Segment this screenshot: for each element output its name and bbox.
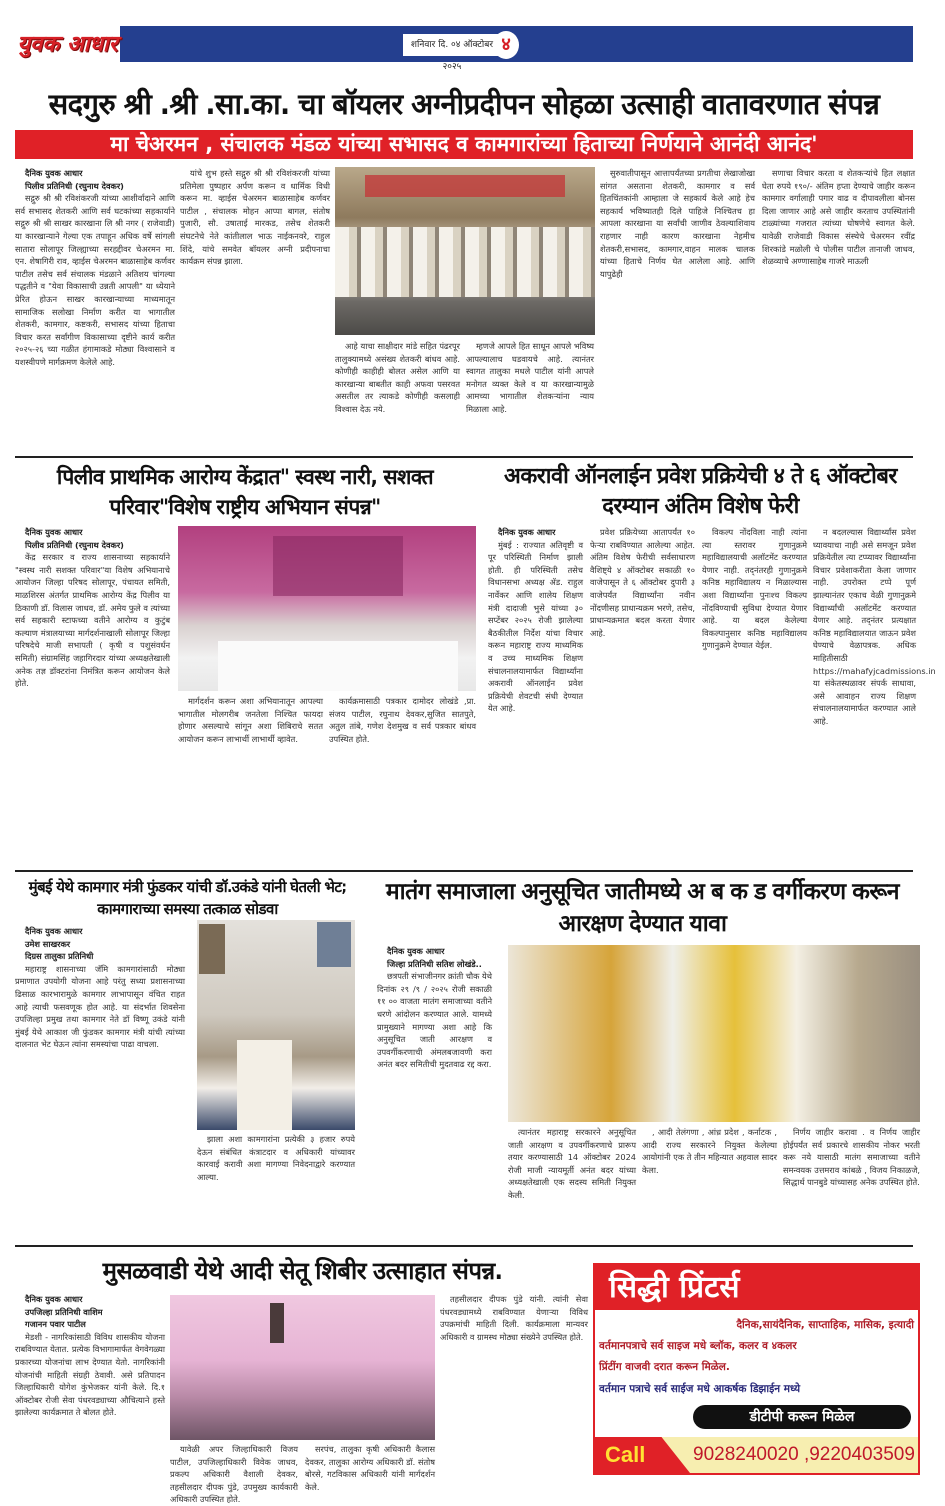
photo-boiler-ceremony [335, 167, 595, 335]
byline: उपजिल्हा प्रतिनिधी वाशिम [25, 1306, 103, 1317]
byline: दिग्रस तालुका प्रतिनिधी [25, 951, 94, 962]
article-column [15, 1293, 165, 1493]
article-text: झाला अशा कामगारांना प्रत्येकी ३ हजार रुपये देऊन संबंधित कंत्राटदार व अधिकारी यांच्यावर कारवाई करावी अशा मागण्या निवेदनाद्वारे करण्यात आल्या. [197, 1134, 355, 1182]
article-text: न बदलल्यास विद्यार्थ्यांस प्रवेश घ्यावयाचा नाही असे समजून प्रवेश प्रक्रियेतील त्या टप्प्यावर विद्यार्थ्यांना विचार प्रवेशाकरीता केला जाणार नाही. उपरोक्त टप्पे पूर्ण झाल्यानंतर एकाच वेळी गुणानुक्रमे विद्यार्थ्यांची अलॉटमेंट करण्यात येणार आहे. तद्नंतर प्रत्यक्षात कनिष्ठ महाविद्यालयात जाऊन प्रवेश घेण्याचे वेळापत्रक. अधिक माहितीसाठी https://mahafyjcadmissions.in या संकेतस्थळावर संपर्क साधावा, असे आवाहन राज्य शिक्षण संचालनालयामार्फत करण्यात आले आहे. [813, 527, 936, 726]
article-text: त्यानंतर महाराष्ट्र सरकारने अनुसूचित जाती आरक्षण व उपवर्गीकरणाचे प्रारूप तयार करण्यासाठी 14 ऑक्टोबर 2024 रोजी माजी न्यायमूर्ती अनंत बदर यांच्या अध्यक्षतेखाली एक सदस्य समिती नियुक्त केली. [508, 1127, 636, 1200]
subheadline-bar: मा चेअरमन , संचालक मंडळ यांच्या सभासद व कामगारांच्या हिताच्या निर्णयाने आनंदी आनंद' [15, 130, 913, 159]
article-column [642, 1126, 777, 1231]
ad-call-strip [595, 1437, 918, 1473]
article-column [762, 167, 915, 452]
ad-phone-numbers: 9028240020 ,9220403509 [693, 1444, 915, 1465]
article-text: निर्णय जाहीर करावा . व निर्णय जाहीर होईपर्यंत सर्व प्रकारचे शासकीय नोकर भरती करू नये यासाठी मातंग समाजाच्या वतीने समन्वयक उत्तमराव कांबळे , विजय निकाळजे, सिद्धार्थ पानबुडे यांच्यासह अनेक उपस्थित होते. [783, 1127, 920, 1188]
byline: दैनिक युवक आधार [498, 527, 556, 537]
ad-line: वर्तमानपत्राचे सर्व साइज मधे ब्लॉक, कलर व ४कलर [599, 1340, 797, 1352]
article-text: मेडशी - नागरिकांसाठी विविध शासकीय योजना राबविण्यात येतात. प्रत्येक विभागामार्फत वेगवेगळ्या प्रकारच्या योजनांचा लाभ देण्यात येतो. नागरिकांनी योजनांची माहिती संग्रही ठेवावी. असे प्रतिपादन जिल्हाधिकारी योगेश कुंभेजकर यांनी केले. दि.१ ऑक्टोबर रोजी सेवा पंधरवड्याच्या औचित्याने हस्ते झालेल्या कार्यक्रमात ते बोलत होते. [15, 1331, 165, 1418]
article-column [440, 1293, 588, 1493]
article-text: आहे याचा साक्षीदार मांडे सहित पंढरपूर तालुक्यामध्ये असंख्य शेतकरी बांधव आहे. कोणीही काहीही बोलत असेल आणि या कारखान्या बाबतीत काही अफवा पसरवत असतील तर त्याकडे कोणीही कसलाही विश्वास देऊ नये. [335, 341, 460, 414]
article-column [15, 925, 185, 1230]
article-text: मुंबई : राज्यात अतिवृष्टी व पूर परिस्थिती निर्माण झाली होती. ही परिस्थिती तसेच विधानसभा अध्यक्ष ॲड. राहुल नार्वेकर आणि शालेय शिक्षण मंत्री दादाजी भुसे यांच्या ३० सप्टेंबर २०२५ रोजी झालेल्या बैठकीतील निर्देश यांचा विचार करून महाराष्ट्र राज्य माध्यमिक व उच्च माध्यमिक शिक्षण संचालनालयामार्फत विद्यार्थ्यांना अकरावी ऑनलाईन प्रवेश प्रक्रियेची शेवटची संधी देण्यात येत आहे. [488, 539, 583, 714]
article-column [15, 167, 175, 452]
article-text: म्हणजे आपले हित साधून आपले भविष्य आपल्यालाच घडवायचे आहे. त्यानंतर स्वागत तालुका मधले पाटील यांनी आपले मनोगत व्यक्त केले व या कारखान्यामुळे आमच्या भागातील शेतकऱ्यांना न्याय मिळाला आहे. [466, 341, 594, 414]
article-text: तहसीलदार दीपक पुंडे यांनी. त्यांनी सेवा पंधरवड्यामध्ये राबविण्यात येणाऱ्या विविध उपक्रमांची माहिती दिली. कार्यक्रमाला मान्यवर अधिकारी व ग्रामस्थ मोठ्या संख्येने उपस्थित होते. [440, 1294, 588, 1342]
article-column [702, 526, 807, 856]
headline-adi-setu-camp: मुसळवाडी येथे आदी सेतू शिबीर उत्साहात संपन्न. [102, 1257, 503, 1285]
section-divider [15, 870, 913, 872]
headline-matang-reservation: मातंग समाजाला अनुसूचित जातीमध्ये अ ब क ड वर्गीकरण करून आरक्षण देण्यात यावा [385, 879, 900, 937]
article-text: प्रवेश प्रक्रियेच्या आतापर्यंत १० फेऱ्या राबविण्यात आलेल्या आहेत. अंतिम विशेष फेरीची सर्वसाधारण वैशिष्ट्ये ४ ऑक्टोबर सकाळी १० वाजेपासून ते ६ ऑक्टोबर दुपारी ३ वाजेपर्यंत विद्यार्थ्यांना नवीन नोंदणीसह प्राधान्यक्रम भरणे, तसेच, प्राधान्यक्रमात बदल करता येणार आहे. [590, 527, 695, 638]
article-text: यावेळी अपर जिल्हाधिकारी विजय पाटील, उपजिल्हाधिकारी विवेक जाधव, प्रकल्प अधिकारी वैशाली देवकर, तहसीलदार दीपक पुंडे, उपमुख्य कार्यकारी अधिकारी उपस्थित होते. [170, 1444, 298, 1505]
headline-health-campaign: पिलीव प्राथमिक आरोग्य केंद्रात" स्वस्थ नारी, सशक्त परिवार"विशेष राष्ट्रीय अभियान संपन्न" [56, 465, 434, 519]
headline-boiler: सदगुरु श्री .श्री .सा.का. चा बॉयलर अग्नीप्रदीपन सोहळा उत्साही वातावरणात संपन्न [48, 87, 880, 121]
byline: पिलीव प्रतिनिधी (रघुनाथ देवकर) [25, 539, 124, 550]
photo-health-event [178, 526, 476, 691]
ad-line: वर्तमान पत्राचे सर्व साईज मधे आकर्षक डिझाईन मध्ये [599, 1383, 801, 1395]
article-column [488, 526, 583, 856]
article-column [305, 1443, 435, 1498]
byline: दैनिक युवक आधार [25, 1294, 83, 1304]
page-number: ४ [493, 31, 519, 59]
byline: दैनिक युवक आधार [25, 926, 83, 936]
article-column [813, 526, 936, 856]
article-column [377, 945, 492, 1230]
article-text: महाराष्ट्र शासनाच्या जॅमि कामगारांसाठी मोठ्या प्रमाणात उपयोगी योजना आहे परंतु सध्या प्रशासनाच्या ढिसाळ कारभारामुळे कामगार लाभापासून वंचित राहत आहे त्याची फसवणूक होत आहे. या संदर्भात शिवसेना उपजिल्हा प्रमुख तथा कामगार नेते डॉ विष्णू उकंडे यांनी मुंबई येथे आकाश जी फुंडकर कामगार मंत्री यांची त्यांच्या दालनात भेट घेऊन त्यांना समस्यांचा पाढा वाचला. [15, 963, 185, 1050]
section-divider [15, 456, 913, 458]
article-column [178, 695, 323, 855]
article-text: सद्गुरु श्री श्री रविशंकरजी यांच्या आशीर्वादाने आणि सर्व सभासद शेतकरी आणि सर्व घटकांच्या सहकार्याने सद्गुरु श्री श्री साखर कारखाना लि श्री नगर ( राजेवाडी) या कारखान्याने गेल्या एक तपाहून अधिक वर्षे सांगली सातारा सोलापूर जिल्ह्याच्या सरहद्दीवर चेअरमन मा. एन. शेषागिरी राव, व्हाईस चेअरमन बाळासाहेब कर्णवर पाटील तसेच सर्व संचालक मंडळाने अतिशय चांगल्या पद्धतीने व "येवा विकासाची उन्नती आपली" या ध्येयाने प्रेरित होऊन साखर कारखान्याच्या माध्यमातून सामाजिक सलोखा निर्माण करीत या भागातील शेतकरी, कामगार, कष्टकरी, सभासद यांच्या हिताचा विचार करत सर्वांगीण विकासाच्या दृष्टीने कार्य करीत २०२५-२६ च्या गळीत हंगामाकडे मोठ्या विश्वासाने व यशस्वीपणे मार्गक्रमण केलेले आहे. [15, 193, 175, 367]
article-text: यांचे शुभ हस्ते सद्गुरु श्री श्री रविशंकरजी यांच्या प्रतिमेला पुष्पहार अर्पण करून व धार्मिक विधी करून मा. व्हाईस चेअरमन बाळासाहेब कर्णवर पाटील , संचालक मोहन आप्पा बागल, संतोष पुजारी, सौ. उषाताई मारकड, तसेच शेतकरी संघटनेचे नेते कांतीलाल भाऊ नाईकनवरे, राहुल शिंदे, यांचे समवेत बॉयलर अग्नी प्रदीपनाचा कार्यक्रम संपन्न झाला. [180, 168, 330, 267]
photo-camp-stage [170, 1295, 435, 1440]
masthead [15, 26, 913, 72]
photo-memorandum-handover [508, 945, 920, 1122]
article-column [466, 340, 594, 452]
headline-labour-minister: मुंबई येथे कामगार मंत्री फुंडकर यांची डॉ.उकंडे यांनी घेतली भेट; कामगाराच्या समस्या तत्काळ सोडवा [28, 878, 347, 918]
article-column [590, 526, 695, 856]
article-column [600, 167, 755, 452]
article-text: सणाचा विचार करता व शेतकऱ्यांचे हित लक्षात घेता रुपये १९०/- अंतिम हप्ता देण्याचे जाहीर करून कामगार वर्गालाही पगार वाढ व दीपावलीला बोनस दिला जाणार आहे असे जाहीर करताच उपस्थितांनी टाळ्यांच्या गजरात त्यांच्या घोषणेचे स्वागत केले. यावेळी राजेवाडी विकास संस्थेचे चेअरमन रवींद्र शिरकांडे मळोली चे पोलीस पाटील तानाजी जाधव, शेळव्याचे अण्णासाहेब गाजरे माऊली [762, 168, 915, 267]
article-text: विकल्प नोंदविला नाही त्यांना त्या स्तरावर गुणानुक्रमे महाविद्यालयाची अलॉटमेंट करण्यात येणार नाही. तद्नंतरही गुणानुक्रमे कनिष्ठ महाविद्यालय न मिळाल्यास अशा विद्यार्थ्यांना पुनःश्च विकल्प नोंदविण्याची सुविधा देण्यात येणार आहे. या बदल केलेल्या विकल्पानुसार कनिष्ठ महाविद्यालय गुणानुक्रमे देण्यात येईल. [702, 527, 807, 651]
article-column [329, 695, 476, 855]
article-column [170, 1443, 298, 1505]
article-text: , आदी तेलंगणा , आंध्र प्रदेश , कर्नाटक , आदी राज्य सरकारने नियुक्त केलेल्या आयोगांनी एक ते तीन महिन्यात अहवाल सादर केला. [642, 1127, 777, 1175]
ad-title: सिद्धी प्रिंटर्स [595, 1265, 918, 1310]
photo-minister-meeting [197, 920, 355, 1130]
article-column [180, 167, 330, 452]
advertisement-siddhi-printers [593, 1263, 920, 1475]
article-column [197, 1133, 355, 1233]
article-column [783, 1126, 920, 1231]
article-column [335, 340, 460, 452]
byline: गजानन पवार पाटील [25, 1319, 86, 1330]
article-column [508, 1126, 636, 1231]
section-divider [15, 1245, 913, 1247]
article-text: सुरुवातीपासून आत्तापर्यंतच्या प्रगतीचा लेखाजोखा सांगत असताना शेतकरी, कामगार व सर्व हितचिंतकांनी आम्हाला जे सहकार्य केले आहे हेच सहकार्य भविष्यातही दिले पाहिजे निश्चितच हा आपला कारखाना या सर्वांची जाणीव ठेवल्याशिवाय राहणार नाही कारण कारखाना नेहमीच शेतकरी,सभासद, कामगार,वाहन मालक चालक यांच्या हिताचे निर्णय घेत आलेला आहे. आणि यापुढेही [600, 168, 755, 279]
issue-date: शनिवार दि. ०४ ऑक्टोबर २०२५ [403, 34, 501, 56]
byline: दैनिक युवक आधार [25, 527, 83, 537]
ad-call-label: Call [605, 1442, 646, 1467]
headline-admission-round: अकरावी ऑनलाईन प्रवेश प्रक्रियेची ४ ते ६ ऑक्टोबर दरम्यान अंतिम विशेष फेरी [504, 464, 897, 519]
ad-dtp-pill: डीटीपी करून मिळेल [693, 1405, 911, 1429]
article-text: मार्गदर्शन करून अशा अभियानातून आपल्या भागातील मोलगरीब जनतेला निश्चित फायदा होणार असल्याचे सांगून अशा शिबिराचे सतत आयोजन करून लाभार्थी लाभार्थी व्हावेत. [178, 696, 323, 744]
article-text: कार्यक्रमासाठी पत्रकार दामोदर लोखंडे ,प्रा. संजय पाटील, रघुनाथ देवकर,सुजित सातपुते, अतुल तांबे, गणेश देशमुख व सर्व पत्रकार बांधव उपस्थित होते. [329, 696, 476, 744]
byline: जिल्हा प्रतिनिधी सतिश लोखंडे.. [387, 958, 482, 969]
article-column [15, 526, 170, 856]
byline: पिलीव प्रतिनिधी (रघुनाथ देवकर) [25, 180, 124, 191]
article-text: सरपंच, तालुका कृषी अधिकारी कैलास देवकर, तालुका आरोग्य अधिकारी डॉ. संतोष बोरसे, गटविकास अधिकारी यांनी मार्गदर्शन केले. [305, 1444, 435, 1492]
article-text: केंद्र सरकार व राज्य शासनाच्या सहकार्याने "स्वस्थ नारी सशक्त परिवार"या विशेष अभियानाचे आयोजन जिल्हा परिषद सोलापूर, पंचायत समिती, माळशिरस अंतर्गत प्राथमिक आरोग्य केंद्र पिलीव या ठिकाणी डॉ. विलास जाधव, डॉ. अमेय फुले व त्यांच्या सर्व सहकारी स्टाफच्या वतीने आरोग्य व कुटुंब कल्याण मंत्रालयाच्या मार्गदर्शनाखाली सोलापूर जिल्हा परिषदेचे माजी सभापती ( कृषी व पशुसंवर्धन समिती) संग्रामसिंह जहागिरदार यांच्या अध्यक्षतेखाली अनेक तज्ञ डॉक्टरांना निमंत्रित करून आयोजन केले होते. [15, 552, 170, 689]
article-text: छत्रपती संभाजीनगर क्रांती चौक येथे दिनांक २९ /९ / २०२५ रोजी सकाळी ११ ०० वाजता मातंग समाजाच्या वतीने धरणे आंदोलन करण्यात आले. यामध्ये प्रामुख्याने मागण्या अशा आहे कि अनुसूचित जाती आरक्षण व उपवर्गीकरणाची अंमलबजावणी करा अनंत बदर समितीची मुदतवाढ रद्द करा. [377, 971, 493, 1070]
ad-line: प्रिंटींग वाजवी दरात करून मिळेल. [599, 1361, 730, 1373]
byline: दैनिक युवक आधार [387, 946, 445, 956]
byline: दैनिक युवक आधार [25, 168, 83, 178]
byline: उमेश साखरकर [25, 938, 71, 949]
newspaper-logo: युवक आधार [15, 26, 120, 62]
ad-line: दैनिक,सायंदैनिक, साप्ताहिक, मासिक, इत्यादी [736, 1319, 914, 1331]
